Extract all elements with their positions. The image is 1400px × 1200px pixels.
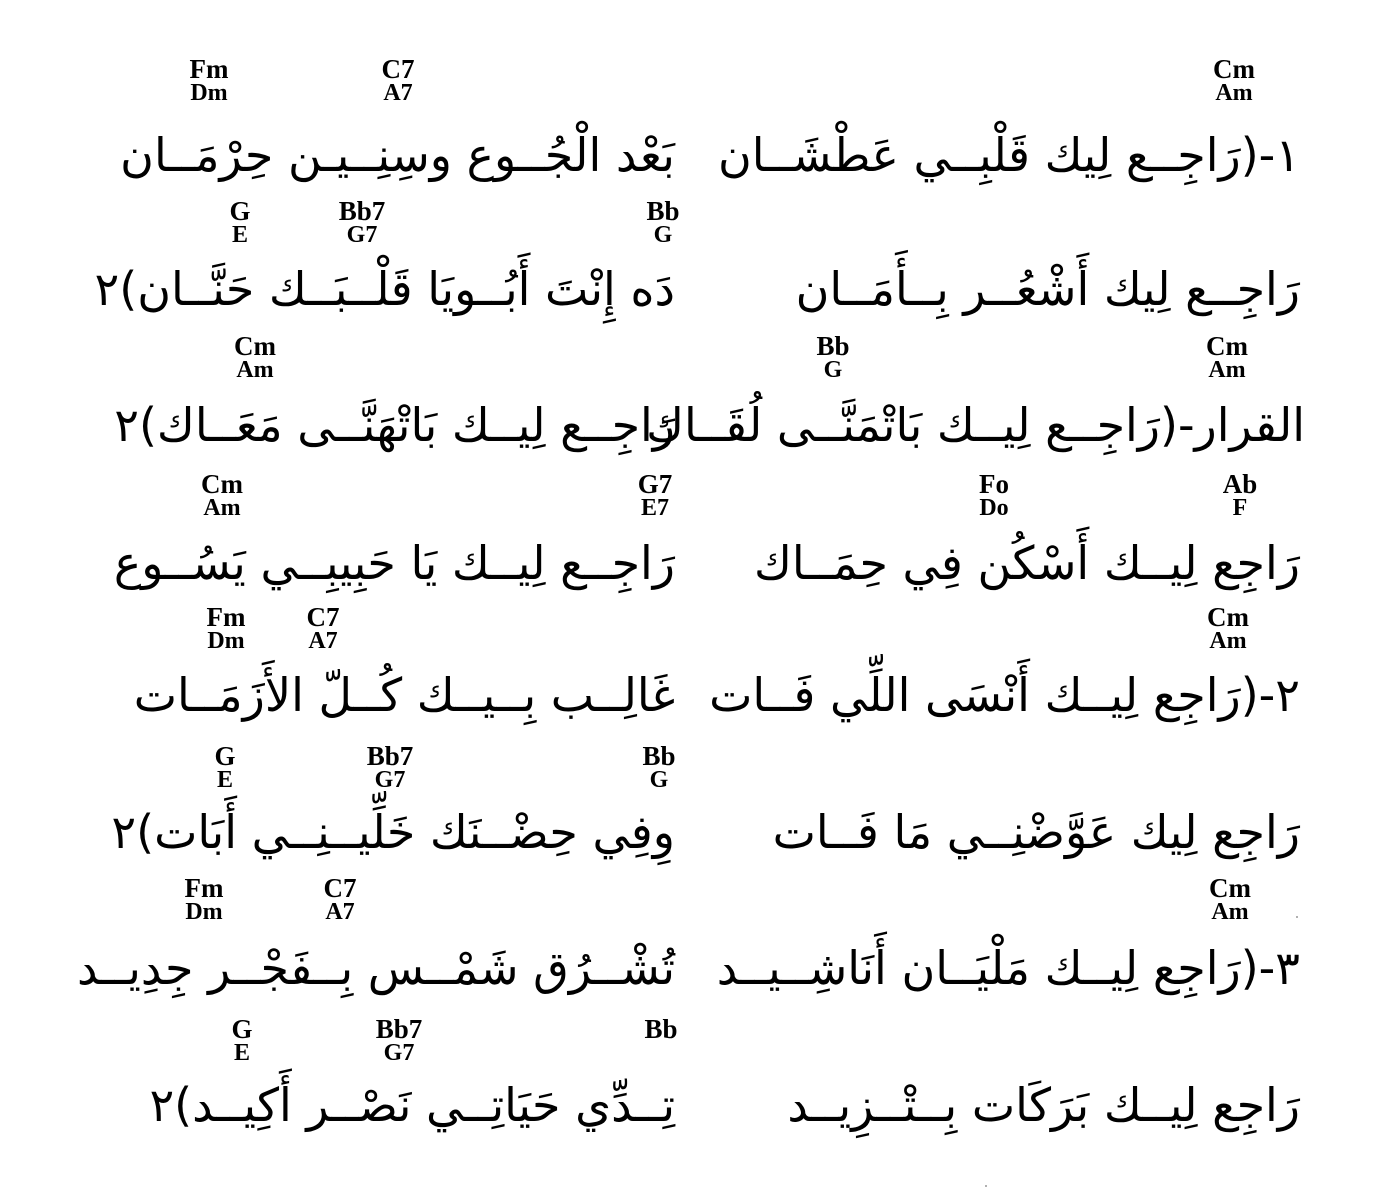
chord-label [1175,873,1285,925]
scan-speck [1296,916,1298,918]
chord-alternate: Am [1209,628,1247,654]
chord-label [335,741,445,793]
chord-label [167,469,277,521]
lyric-line-left: رَاجِــع لِيــك يَا حَبِيبِــي يَسُــوع [113,536,675,590]
chord-primary: Bb [642,741,676,771]
chord-primary: Bb7 [338,196,386,226]
chord-label [187,1014,297,1066]
lyric-line-left: بَعْد الْجُــوع وسِنِــيـن حِرْمَــان [120,128,675,182]
chord-primary: Cm [1213,54,1255,84]
lyric-line-right: ٣-(رَاجِع لِيــك مَلْيَــان أَنَاشِــيــد [716,941,1300,995]
lyric-line-right: القرار-(رَاجِــع لِيــك بَاتْمَنَّــى لُقَــاك [646,398,1305,452]
chord-primary: Fm [184,873,224,903]
chord-primary: Cm [1207,602,1249,632]
lyric-line-left: رَاجِــع لِيــك بَاتْهَنَّــى مَعَــاك)٢ [114,398,675,452]
chord-label [285,873,395,925]
chord-alternate: G [823,357,843,383]
chord-alternate: G7 [346,222,378,248]
chord-alternate: Am [203,495,241,521]
lyric-line-right: ٢-(رَاجِع لِيــك أَنْسَى اللِّي فَــات [709,668,1300,722]
chord-primary: Bb [644,1014,678,1044]
scan-speck [985,1185,987,1187]
chord-label [268,602,378,654]
chord-primary: G [231,1014,253,1044]
lyric-line-right: ١-(رَاجِــع لِيك قَلْبِــي عَطْشَــان [717,128,1300,182]
chord-primary: Bb [816,331,850,361]
chord-alternate: F [1232,495,1248,521]
chord-primary: Bb7 [366,741,414,771]
chord-label [1179,54,1289,106]
chord-alternate: Dm [207,628,245,654]
lyric-line-left: دَه إِنْتَ أَبُــويَا قَلْــبَــك حَنَّــان)٢ [94,262,675,316]
chord-primary: C7 [306,602,340,632]
chord-alternate: E7 [640,495,669,521]
chord-label [343,54,453,106]
chord-label [939,469,1049,521]
chord-alternate: G [649,767,669,793]
chord-primary: Bb7 [375,1014,423,1044]
chord-label [154,54,264,106]
chord-alternate: G7 [383,1040,415,1066]
chord-alternate: A7 [308,628,338,654]
chord-primary: Cm [1209,873,1251,903]
chord-label [149,873,259,925]
chord-alternate: Do [979,495,1009,521]
chord-label [170,741,280,793]
chord-primary: C7 [323,873,357,903]
lyric-line-right: رَاجِع لِيــك أَسْكُن فِي حِمَــاك [753,536,1300,590]
chord-primary: G [229,196,251,226]
lyric-line-left: وِفِي حِضْــنَك خَلِّيــنِــي أَبَات)٢ [111,805,675,859]
chord-primary: Ab [1222,469,1258,499]
lyric-line-right: رَاجِع لِيــك بَرَكَات بِــتْــزِيــد [787,1078,1300,1132]
chord-alternate: G [653,222,673,248]
chord-label [606,1014,716,1044]
chord-primary: C7 [381,54,415,84]
chord-primary: Cm [201,469,243,499]
chord-alternate: Dm [185,899,223,925]
chord-label [608,196,718,248]
chord-primary: Fm [206,602,246,632]
chord-label [600,469,710,521]
chord-label [1185,469,1295,521]
chord-label [604,741,714,793]
chord-alternate: E [216,767,233,793]
chord-alternate: Am [1215,80,1253,106]
lyric-line-right: رَاجِع لِيك عَوَّضْنِــي مَا فَــات [772,805,1300,859]
chord-alternate: A7 [383,80,413,106]
chord-alternate: Am [1208,357,1246,383]
lyric-line-left: تُشْــرُق شَمْــس بِــفَجْــر جِدِيــد [77,941,675,995]
chord-label [344,1014,454,1066]
chord-label [171,602,281,654]
chord-alternate: G7 [374,767,406,793]
chord-primary: Cm [1206,331,1248,361]
lyric-line-left: تِــدِّي حَيَاتِــي نَصْــر أَكِيــد)٢ [149,1078,675,1132]
chord-alternate: Am [1211,899,1249,925]
chord-alternate: E [231,222,248,248]
lyric-line-right: رَاجِــع لِيك أَشْعُــر بِــأَمَــان [795,262,1300,316]
chord-primary: G [214,741,236,771]
chord-label [778,331,888,383]
chord-label [1172,331,1282,383]
lyric-line-left: غَالِــب بِــيــك كُــلّ الأَزَمَــات [133,668,675,722]
chord-primary: G7 [637,469,673,499]
chord-primary: Cm [234,331,276,361]
chord-alternate: A7 [325,899,355,925]
chord-label [200,331,310,383]
chord-alternate: Dm [190,80,228,106]
chord-alternate: Am [236,357,274,383]
chord-primary: Bb [646,196,680,226]
chord-alternate: E [233,1040,250,1066]
chord-primary: Fo [979,469,1009,499]
chord-label [307,196,417,248]
chord-label [1173,602,1283,654]
chord-primary: Fm [189,54,229,84]
chord-label [185,196,295,248]
